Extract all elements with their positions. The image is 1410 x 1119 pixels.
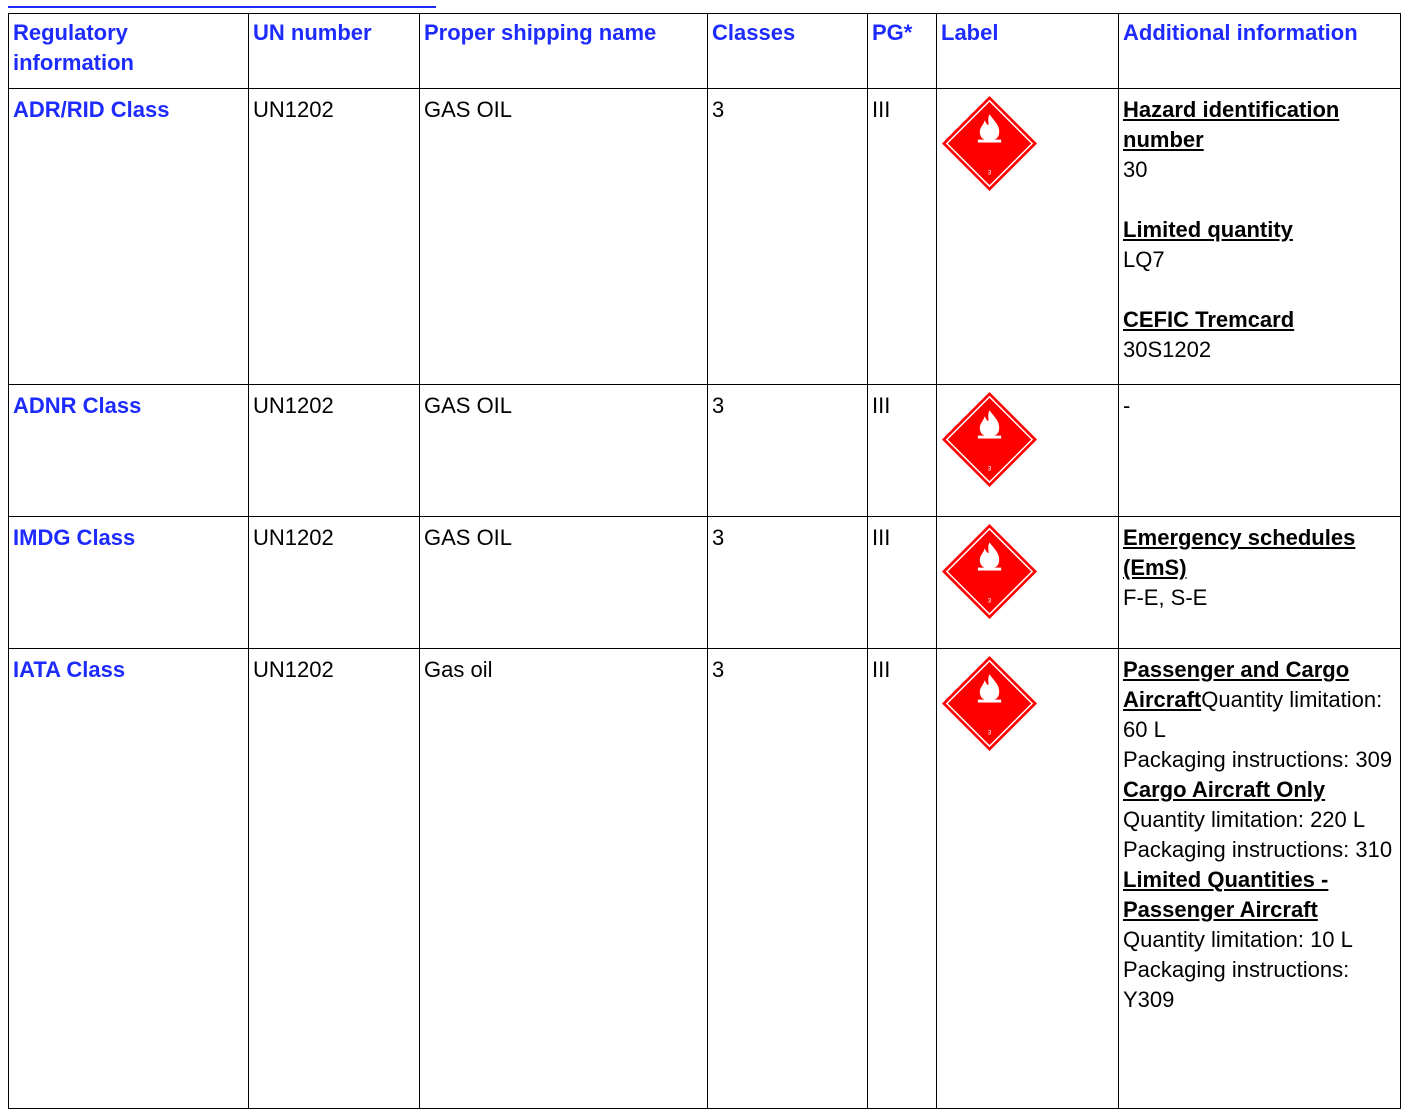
class-number-text: 3 [987, 729, 992, 737]
additional-info-cell [1119, 89, 1401, 385]
classes-cell: 3 [708, 385, 868, 517]
passenger-cargo-quantity: Quantity limitation: 60 L [1123, 687, 1383, 742]
cefic-tremcard-section [1123, 305, 1397, 365]
header-packing-group: PG* [868, 14, 937, 89]
passenger-cargo-label: Passenger and Cargo Aircraft [1123, 657, 1350, 712]
cefic-tremcard-value: 30S1202 [1123, 337, 1212, 362]
hazard-identification-value: 30 [1123, 157, 1148, 182]
flammable-liquid-diamond-icon [941, 391, 1038, 488]
header-classes: Classes [708, 14, 868, 89]
emergency-schedules-value: F-E, S-E [1123, 585, 1208, 610]
passenger-cargo-section [1123, 655, 1397, 775]
cargo-only-quantity: Quantity limitation: 220 L [1123, 807, 1366, 832]
limited-quantity-value: LQ7 [1123, 247, 1165, 272]
class-number-text: 3 [987, 169, 992, 177]
limited-quantities-label: Limited Quantities - Passenger Aircraft [1123, 867, 1329, 922]
additional-info-cell: - [1119, 385, 1401, 517]
limited-quantities-quantity: Quantity limitation: 10 L [1123, 927, 1353, 952]
flammable-liquid-class-3-diamond-icon [941, 523, 1038, 620]
proper-shipping-name-cell: GAS OIL [420, 89, 708, 385]
flammable-liquid-class-3-diamond-icon [941, 95, 1038, 192]
table-header-row [9, 14, 1401, 89]
cargo-only-section [1123, 775, 1397, 865]
limited-quantities-packaging: Packaging instructions: Y309 [1123, 957, 1350, 1012]
limited-quantity-label: Limited quantity [1123, 217, 1293, 242]
table-row-iata [9, 649, 1401, 1109]
header-regulatory-information: Regulatory information [9, 14, 249, 89]
label-cell [937, 385, 1119, 517]
row-regulatory-cell: IATA Class [9, 649, 249, 1109]
header-un-number: UN number [249, 14, 420, 89]
additional-info-cell [1119, 517, 1401, 649]
header-proper-shipping-name: Proper shipping name [420, 14, 708, 89]
proper-shipping-name-cell: GAS OIL [420, 385, 708, 517]
packing-group-cell: III [868, 649, 937, 1109]
hazard-identification-section [1123, 95, 1397, 185]
hazard-identification-label: Hazard identification number [1123, 97, 1340, 152]
limited-quantity-section [1123, 215, 1397, 275]
flammable-liquid-class-3-diamond-icon [941, 655, 1038, 752]
classes-cell: 3 [708, 89, 868, 385]
cargo-only-label: Cargo Aircraft Only [1123, 777, 1326, 802]
cefic-tremcard-label: CEFIC Tremcard [1123, 307, 1295, 332]
class-number-text: 3 [987, 597, 992, 605]
flammable-liquid-diamond-icon [941, 655, 1038, 752]
additional-info-cell [1119, 649, 1401, 1109]
packing-group-cell: III [868, 89, 937, 385]
packing-group-cell: III [868, 517, 937, 649]
flammable-liquid-class-3-diamond-icon [941, 391, 1038, 488]
flammable-liquid-diamond-icon [941, 95, 1038, 192]
label-cell [937, 89, 1119, 385]
cargo-only-packaging: Packaging instructions: 310 [1123, 837, 1393, 862]
proper-shipping-name-cell: GAS OIL [420, 517, 708, 649]
header-label: Label [937, 14, 1119, 89]
row-regulatory-cell: IMDG Class [9, 517, 249, 649]
un-number-cell: UN1202 [249, 517, 420, 649]
row-regulatory-cell: ADNR Class [9, 385, 249, 517]
limited-quantities-section [1123, 865, 1397, 1015]
row-regulatory-cell: ADR/RID Class [9, 89, 249, 385]
passenger-cargo-packaging: Packaging instructions: 309 [1123, 747, 1393, 772]
top-link-underline [8, 6, 436, 8]
packing-group-cell: III [868, 385, 937, 517]
table-row-imdg [9, 517, 1401, 649]
emergency-schedules-label: Emergency schedules (EmS) [1123, 525, 1356, 580]
classes-cell: 3 [708, 517, 868, 649]
table-row-adr-rid [9, 89, 1401, 385]
label-cell [937, 649, 1119, 1109]
un-number-cell: UN1202 [249, 649, 420, 1109]
header-additional-information: Additional information [1119, 14, 1401, 89]
transport-regulatory-table [8, 13, 1401, 1109]
un-number-cell: UN1202 [249, 385, 420, 517]
class-number-text: 3 [987, 465, 992, 473]
classes-cell: 3 [708, 649, 868, 1109]
un-number-cell: UN1202 [249, 89, 420, 385]
proper-shipping-name-cell: Gas oil [420, 649, 708, 1109]
table-row-adnr [9, 385, 1401, 517]
label-cell [937, 517, 1119, 649]
flammable-liquid-diamond-icon [941, 523, 1038, 620]
